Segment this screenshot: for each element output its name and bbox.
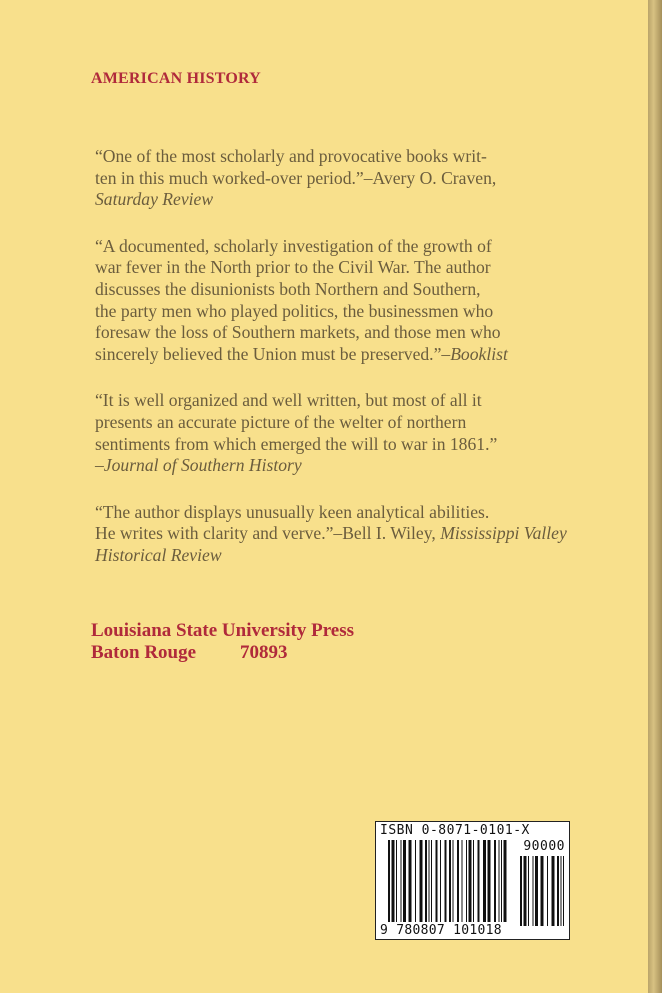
category-label: AMERICAN HISTORY (91, 70, 261, 87)
isbn-barcode (375, 821, 570, 940)
barcode-bar (499, 840, 500, 922)
barcode-bar (403, 840, 406, 922)
publisher-block (91, 620, 354, 664)
barcode-bar (388, 840, 390, 922)
review-quote-1: “One of the most scholarly and provocative books writ- ten in this much worked-over period.”–Avery O. Craven, Saturday Review (95, 146, 497, 210)
barcode-bar (483, 840, 486, 922)
barcode-bar (524, 856, 527, 926)
ean-number: 9 780807 101018 (380, 923, 502, 938)
price-code: 90000 (523, 839, 565, 854)
barcode-bar (504, 840, 507, 922)
barcode-bar (445, 840, 447, 922)
barcode-bar (396, 840, 397, 922)
barcode-bar (469, 840, 472, 922)
barcode-bar (494, 840, 496, 922)
barcode-bar (473, 840, 474, 922)
review-source: Mississippi Valley Historical Review (95, 523, 567, 565)
barcode-bar (552, 856, 555, 926)
barcode-bar (547, 856, 548, 926)
barcode-bar (528, 856, 529, 926)
barcode-bar (436, 840, 438, 922)
barcode-bar (440, 840, 441, 922)
barcode-bar (466, 840, 467, 922)
barcode-bar (415, 840, 416, 922)
barcode-bar (520, 856, 522, 926)
barcode-bar (392, 840, 395, 922)
barcode-bar (453, 840, 454, 922)
review-quotes (95, 146, 573, 592)
barcode-bar (431, 840, 432, 922)
book-spine-edge (648, 0, 662, 993)
review-quote-3: “It is well organized and well written, but most of all it presents an accurate picture of the welter of northern sentiments from which emerged the will to war in 1861.” –Journal of Southern History (95, 390, 498, 476)
review-quote-4: “The author displays unusually keen analytical abilities. He writes with clarity and verve.”–Bell I. Wiley, Mississippi Valley Historical Review (95, 501, 567, 565)
barcode-bar (409, 840, 412, 922)
barcode-bar (462, 840, 463, 922)
publisher-zip: 70893 (240, 642, 288, 663)
barcode-bar (401, 840, 402, 922)
barcode-bar (561, 856, 562, 926)
review-quote-2: “A documented, scholarly investigation of the growth of war fever in the North prior to the Civil War. The author discusses the disunionists both Northern and Southern, the party men who played politics, the businessmen who foresaw the loss of Southern markets, and those men who sincerely believed the Union must be preserved.”–Booklist (95, 235, 508, 364)
review-source: Booklist (450, 343, 508, 364)
barcode-bar (563, 856, 564, 926)
review-source: Saturday Review (95, 189, 214, 210)
barcode-bar (501, 840, 502, 922)
barcode-bar (449, 840, 451, 922)
publisher-city: Baton Rouge (91, 642, 197, 663)
barcode-bar (425, 840, 427, 922)
barcode-bar (420, 840, 423, 922)
barcode-bar (535, 856, 538, 926)
barcode-bar (478, 840, 480, 922)
barcode-bars (376, 822, 569, 939)
barcode-bar (457, 840, 459, 922)
review-source: Journal of Southern History (103, 455, 302, 476)
barcode-bar (488, 840, 491, 922)
barcode-bar (541, 856, 544, 926)
barcode-bar (533, 856, 534, 926)
barcode-bar (557, 856, 559, 926)
publisher-name: Louisiana State University Press (91, 620, 355, 641)
isbn-text: ISBN 0-8071-0101-X (380, 823, 530, 838)
publisher-address (91, 642, 354, 664)
barcode-bar (429, 840, 430, 922)
